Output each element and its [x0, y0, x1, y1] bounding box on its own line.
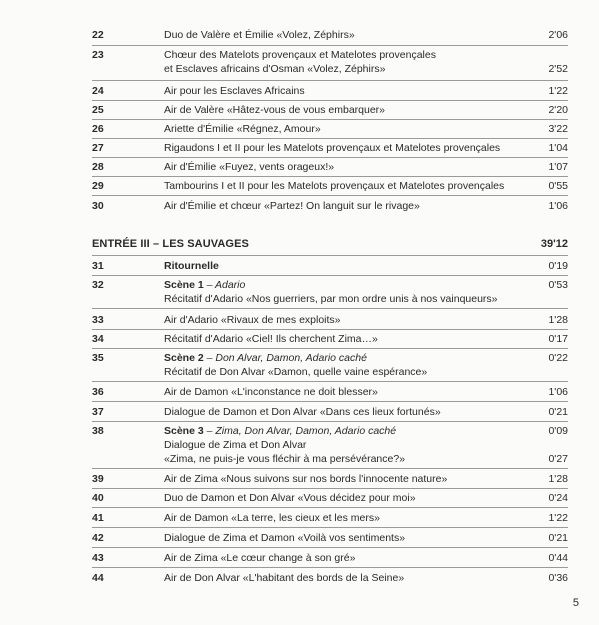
- row-divider: [92, 381, 568, 382]
- track-description: Récitatif d'Adario «Ciel! Ils cherchent Zima…»: [164, 333, 378, 345]
- row-divider: [92, 275, 568, 276]
- row-divider: [92, 45, 568, 46]
- track-duration: 2'06: [548, 29, 568, 41]
- track-number: 38: [92, 425, 104, 437]
- track-number: 37: [92, 406, 104, 418]
- track-description: Ariette d'Émilie «Régnez, Amour»: [164, 123, 321, 135]
- row-divider: [92, 157, 568, 158]
- track-duration: 0'21: [548, 406, 568, 418]
- track-duration: 0'09: [548, 425, 568, 437]
- row-divider: [92, 348, 568, 349]
- track-duration: 1'07: [548, 161, 568, 173]
- track-duration: 1'22: [548, 512, 568, 524]
- track-duration: 1'06: [548, 200, 568, 212]
- track-duration: 0'21: [548, 532, 568, 544]
- track-number: 23: [92, 49, 104, 61]
- row-divider: [92, 308, 568, 309]
- track-duration: 0'44: [548, 552, 568, 564]
- track-duration: 1'04: [548, 142, 568, 154]
- track-description: Dialogue de Damon et Don Alvar «Dans ces lieux fortunés»: [164, 406, 441, 418]
- page-number: 5: [572, 597, 579, 609]
- track-duration: 2'20: [548, 104, 568, 116]
- row-divider: [92, 507, 568, 508]
- section-duration: 39'12: [540, 238, 568, 250]
- track-number: 25: [92, 104, 104, 116]
- row-divider: [92, 176, 568, 177]
- scene-label: Scène 1: [164, 279, 204, 291]
- track-description: Duo de Valère et Émilie «Volez, Zéphirs»: [164, 29, 355, 41]
- track-number: 34: [92, 333, 104, 345]
- track-description: Air de Damon «L'inconstance ne doit blesser»: [164, 386, 378, 398]
- track-duration-second: 0'27: [548, 453, 568, 465]
- row-divider: [92, 421, 568, 422]
- track-number: 36: [92, 386, 104, 398]
- track-duration: 0'36: [548, 572, 568, 584]
- track-number: 32: [92, 279, 104, 291]
- section-title: ENTRÉE III – LES SAUVAGES: [92, 238, 249, 250]
- track-number: 22: [92, 29, 104, 41]
- track-number: 30: [92, 200, 104, 212]
- track-duration: 2'52: [548, 63, 568, 75]
- row-divider: [92, 138, 568, 139]
- track-duration: 0'17: [548, 333, 568, 345]
- track-duration: 1'28: [548, 314, 568, 326]
- track-description: Duo de Damon et Don Alvar «Vous décidez pour moi»: [164, 492, 416, 504]
- row-divider: [92, 401, 568, 402]
- row-divider: [92, 547, 568, 548]
- track-number: 35: [92, 352, 104, 364]
- track-description: Dialogue de Zima et Damon «Voilà vos sentiments»: [164, 532, 406, 544]
- row-divider: [92, 527, 568, 528]
- track-duration: 0'53: [548, 279, 568, 291]
- scene-label: Scène 3: [164, 425, 204, 437]
- row-divider: [92, 329, 568, 330]
- row-divider: [92, 488, 568, 489]
- track-duration: 0'19: [548, 260, 568, 272]
- track-number: 44: [92, 572, 104, 584]
- track-number: 40: [92, 492, 104, 504]
- row-divider: [92, 119, 568, 120]
- track-number: 27: [92, 142, 104, 154]
- track-duration: 0'22: [548, 352, 568, 364]
- track-description: Air de Don Alvar «L'habitant des bords de la Seine»: [164, 572, 405, 584]
- track-description: Air d'Adario «Rivaux de mes exploits»: [164, 314, 341, 326]
- track-description: Air de Damon «La terre, les cieux et les mers»: [164, 512, 380, 524]
- track-description: Air d'Émilie et chœur «Partez! On languit sur le rivage»: [164, 200, 420, 212]
- scene-characters: – Zima, Don Alvar, Damon, Adario caché: [203, 425, 397, 437]
- track-description: Air de Zima «Le cœur change à son gré»: [164, 552, 356, 564]
- track-number: 24: [92, 85, 104, 97]
- row-divider: [92, 100, 568, 101]
- track-number: 26: [92, 123, 104, 135]
- scene-characters: – Adario: [203, 279, 246, 291]
- track-description: Air d'Émilie «Fuyez, vents orageux!»: [164, 161, 335, 173]
- track-description: Scène 1 – Adario Récitatif d'Adario «Nos guerriers, par mon ordre unis à nos vainqueurs»: [164, 279, 498, 305]
- track-number: 43: [92, 552, 104, 564]
- track-description: Rigaudons I et II pour les Matelots provençaux et Matelotes provençales: [164, 142, 501, 154]
- row-divider: [92, 195, 568, 196]
- row-divider: [92, 468, 568, 469]
- track-description: Chœur des Matelots provençaux et Matelotes provençales et Esclaves africains d'Osman «Volez, Zéphirs»: [164, 49, 436, 75]
- track-number: 41: [92, 512, 104, 524]
- track-description: Air pour les Esclaves Africains: [164, 85, 305, 97]
- track-description: Scène 2 – Don Alvar, Damon, Adario caché Récitatif de Don Alvar «Damon, quelle vaine espérance»: [164, 352, 428, 378]
- track-number: 33: [92, 314, 104, 326]
- track-description: Air de Zima «Nous suivons sur nos bords l'innocente nature»: [164, 473, 448, 485]
- track-number: 28: [92, 161, 104, 173]
- section-divider: [92, 255, 568, 256]
- track-number: 39: [92, 473, 104, 485]
- row-divider: [92, 80, 568, 81]
- track-duration: 0'24: [548, 492, 568, 504]
- track-description: Tambourins I et II pour les Matelots provençaux et Matelotes provençales: [164, 180, 505, 192]
- track-number: 29: [92, 180, 104, 192]
- scene-characters: – Don Alvar, Damon, Adario caché: [203, 352, 367, 364]
- track-duration: 1'22: [548, 85, 568, 97]
- track-duration: 3'22: [548, 123, 568, 135]
- track-number: 31: [92, 260, 104, 272]
- track-duration: 1'28: [548, 473, 568, 485]
- track-number: 42: [92, 532, 104, 544]
- row-divider: [92, 567, 568, 568]
- track-description: Scène 3 – Zima, Don Alvar, Damon, Adario caché Dialogue de Zima et Don Alvar «Zima, ne puis-je vous fléchir à ma persévérance?»: [164, 425, 406, 465]
- track-duration: 1'06: [548, 386, 568, 398]
- scene-label: Scène 2: [164, 352, 204, 364]
- track-description: Air de Valère «Hâtez-vous de vous embarquer»: [164, 104, 386, 116]
- track-description: Ritournelle: [164, 260, 219, 272]
- track-duration: 0'55: [548, 180, 568, 192]
